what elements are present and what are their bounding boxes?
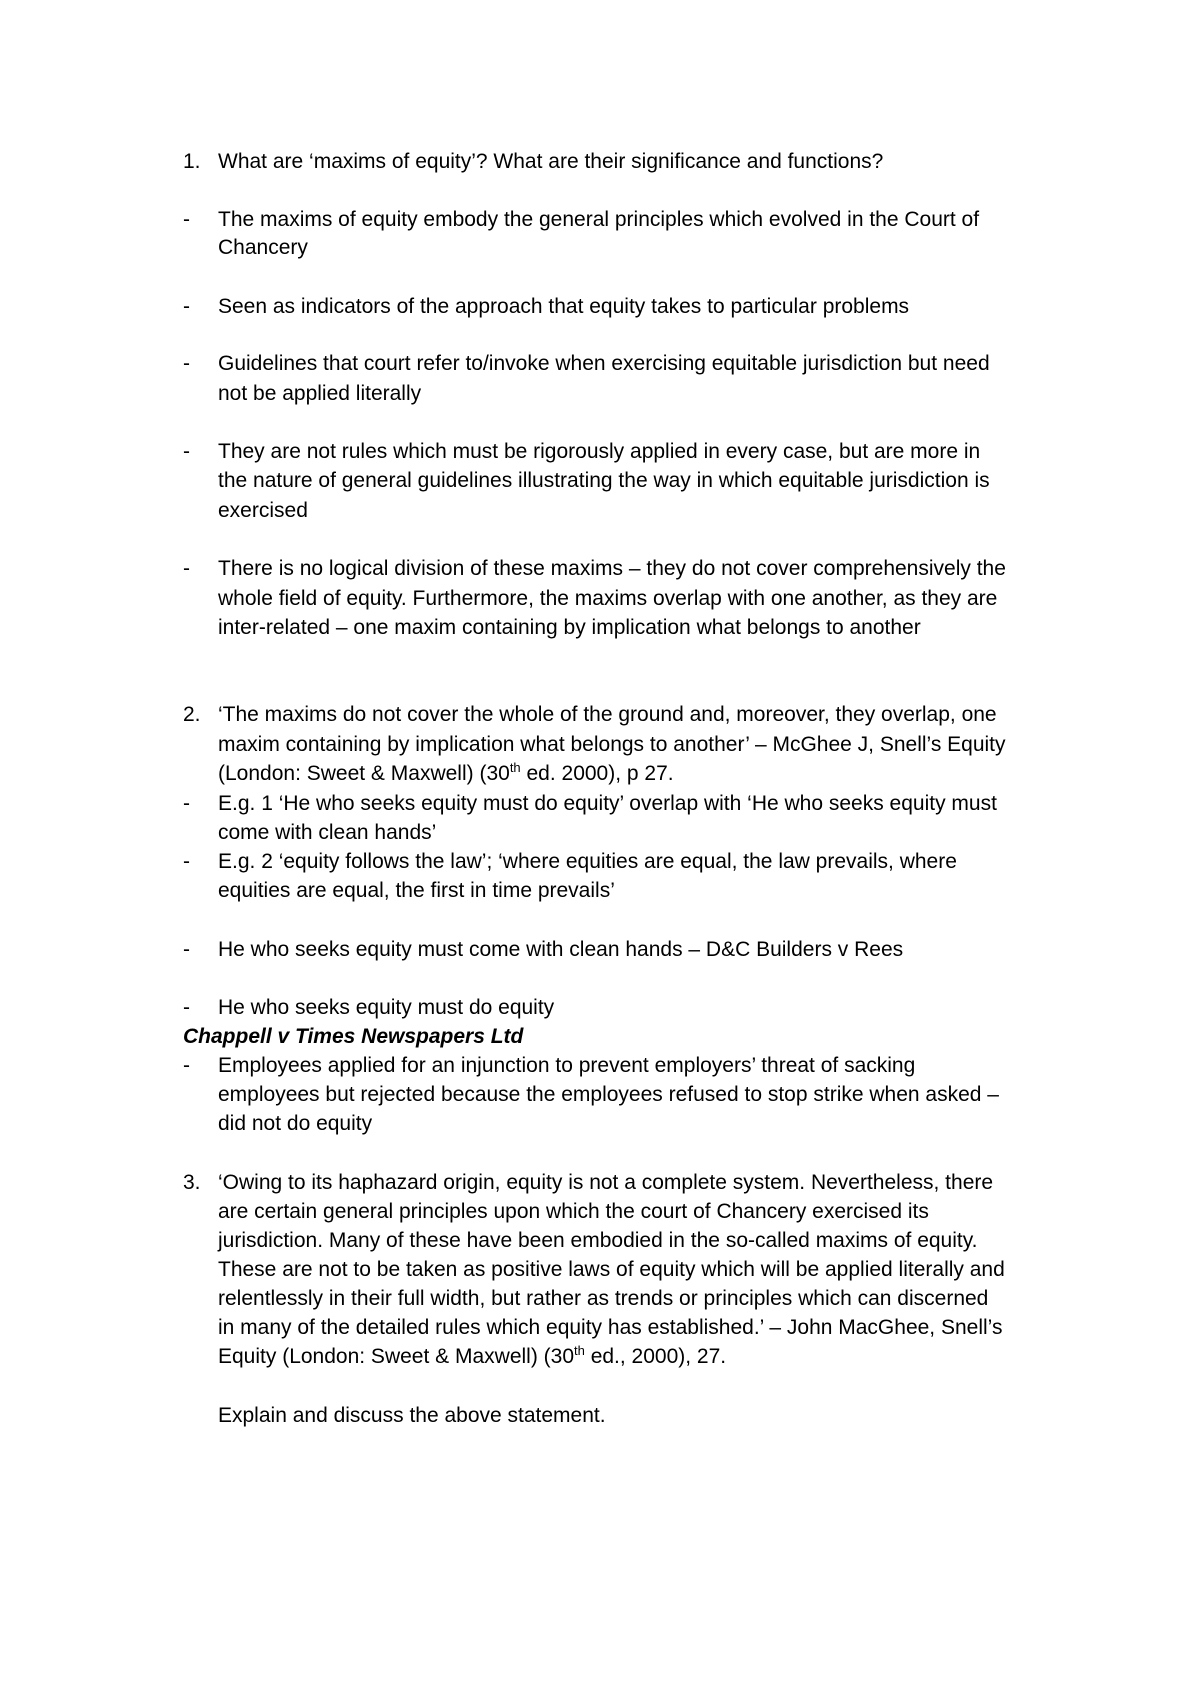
q2-quote-line-1: ‘The maxims do not cover the whole of the ground and, moreover, they overlap, one [218, 703, 997, 726]
bullet-dash: - [183, 352, 190, 375]
q3-quote-line-7-pre: Equity (London: Sweet & Maxwell) (30 [218, 1345, 575, 1368]
q2-bullet-1-line-2: come with clean hands’ [218, 821, 437, 844]
bullet-dash: - [183, 208, 190, 231]
case-bullet-line-2: employees but rejected because the employees refused to stop strike when asked – [218, 1083, 999, 1106]
q3-quote-line-1: ‘Owing to its haphazard origin, equity is not a complete system. Nevertheless, there [218, 1171, 994, 1194]
q2-quote-line-3-pre: (London: Sweet & Maxwell) (30 [218, 762, 510, 785]
q3-quote-line-3: jurisdiction. Many of these have been embodied in the so-called maxims of equity. [218, 1229, 978, 1252]
q2-number: 2. [183, 703, 201, 726]
q1-bullet-5-line-3: inter-related – one maxim containing by implication what belongs to another [218, 616, 921, 639]
q2-quote-line-3 [218, 759, 674, 788]
case-bullet-line-3: did not do equity [218, 1112, 373, 1135]
q1-bullet-4-line-2: the nature of general guidelines illustrating the way in which equitable jurisdiction is [218, 469, 990, 492]
q1-bullet-2-line-1: Seen as indicators of the approach that equity takes to particular problems [218, 295, 910, 318]
q1-number: 1. [183, 150, 201, 173]
q2-quote-superscript: th [509, 760, 521, 775]
q3-quote-line-6: in many of the detailed rules which equity has established.’ – John MacGhee, Snell’s [218, 1316, 1003, 1339]
q1-bullet-1-line-1: The maxims of equity embody the general principles which evolved in the Court of [218, 208, 980, 231]
q1-bullet-4-line-1: They are not rules which must be rigorously applied in every case, but are more in [218, 440, 981, 463]
bullet-dash: - [183, 440, 190, 463]
bullet-dash: - [183, 295, 190, 318]
q1-question: What are ‘maxims of equity’? What are their significance and functions? [218, 150, 884, 173]
q1-bullet-5-line-1: There is no logical division of these maxims – they do not cover comprehensively the [218, 557, 1006, 580]
bullet-dash: - [183, 938, 190, 961]
q2-bullet-2-line-2: equities are equal, the first in time prevails’ [218, 879, 615, 902]
q1-bullet-3-line-1: Guidelines that court refer to/invoke when exercising equitable jurisdiction but need [218, 352, 990, 375]
case-title: Chappell v Times Newspapers Ltd [183, 1025, 524, 1048]
q3-quote-superscript: th [574, 1343, 585, 1358]
q2-bullet-2-line-1: E.g. 2 ‘equity follows the law’; ‘where equities are equal, the law prevails, where [218, 850, 957, 873]
q2-bullet-4-line-1: He who seeks equity must do equity [218, 996, 555, 1019]
q2-quote-line-2: maxim containing by implication what belongs to another’ – McGhee J, Snell’s Equity [218, 733, 1006, 756]
bullet-dash: - [183, 850, 190, 873]
bullet-dash: - [183, 557, 190, 580]
q3-number: 3. [183, 1171, 201, 1194]
bullet-dash: - [183, 792, 190, 815]
q3-instruction: Explain and discuss the above statement. [218, 1404, 606, 1427]
q2-quote-line-3-post: ed. 2000), p 27. [520, 762, 674, 785]
q1-bullet-5-line-2: whole field of equity. Furthermore, the maxims overlap with one another, as they are [218, 587, 998, 610]
case-bullet-line-1: Employees applied for an injunction to prevent employers’ threat of sacking [218, 1054, 916, 1077]
q1-bullet-1-line-2: Chancery [218, 236, 308, 259]
q3-quote-line-7 [218, 1342, 726, 1371]
bullet-dash: - [183, 996, 190, 1019]
bullet-dash: - [183, 1054, 190, 1077]
q3-quote-line-7-post: ed., 2000), 27. [584, 1345, 727, 1368]
q2-bullet-1-line-1: E.g. 1 ‘He who seeks equity must do equity’ overlap with ‘He who seeks equity must [218, 792, 997, 815]
q2-bullet-3-line-1: He who seeks equity must come with clean hands – D&C Builders v Rees [218, 938, 904, 961]
q3-quote-line-4: These are not to be taken as positive laws of equity which will be applied literally and [218, 1258, 1005, 1281]
q3-quote-line-2: are certain general principles upon which the court of Chancery exercised its [218, 1200, 929, 1223]
q3-quote-line-5: relentlessly in their full width, but rather as trends or principles which can discerned [218, 1287, 989, 1310]
q1-bullet-4-line-3: exercised [218, 499, 308, 522]
q1-bullet-3-line-2: not be applied literally [218, 382, 422, 405]
